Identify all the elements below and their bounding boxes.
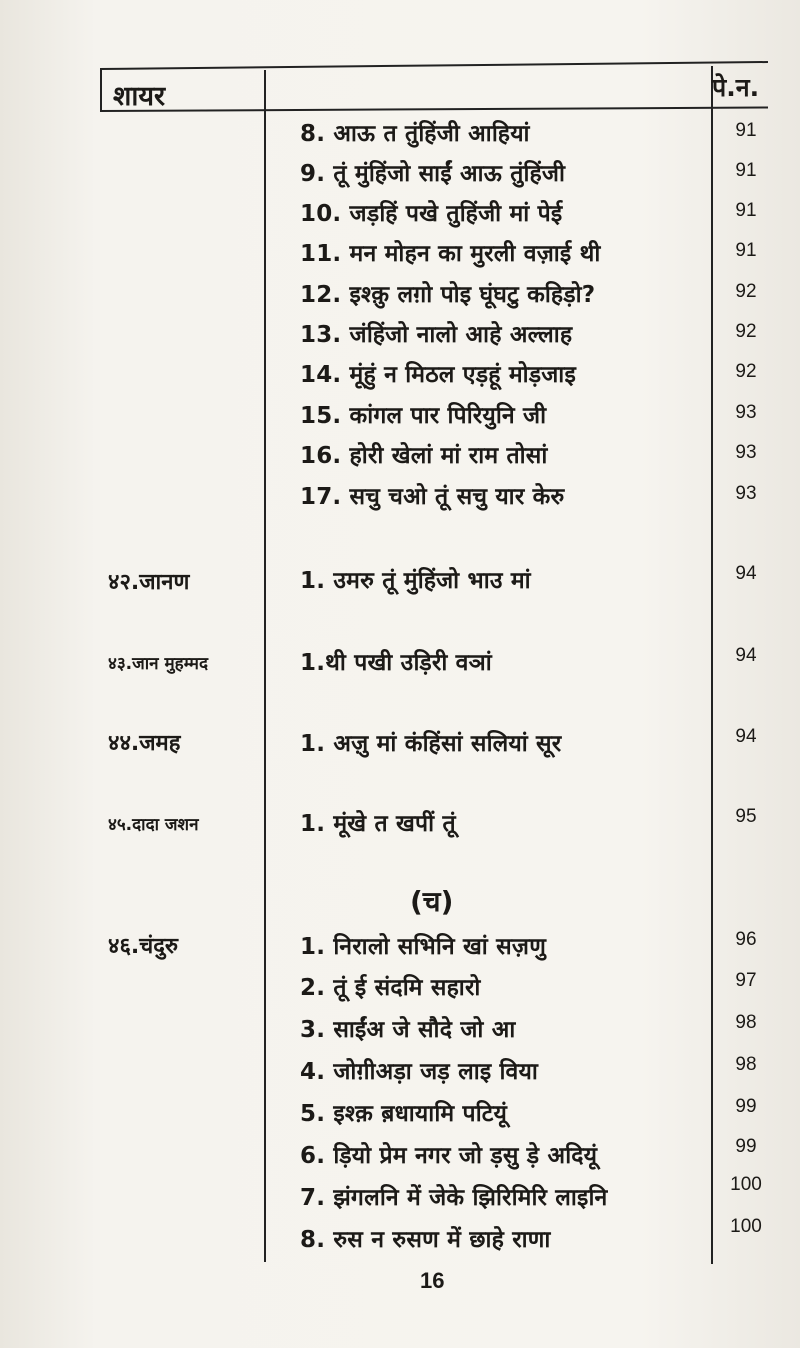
section-heading: (च) [410, 885, 454, 918]
entry-title: 1. अज़ु मां कंहिंसां सलियां सूर [300, 731, 562, 757]
entry-row [0, 236, 800, 276]
entry-title: 13. जंहिंजो नालो आहे अल्लाह [300, 322, 573, 348]
entry-title: 17. सचु चओ तूं सचु यार केरु [300, 484, 565, 510]
entry-row [0, 563, 800, 603]
poet-name: ४४.जमह [108, 731, 181, 756]
entry-page: 99 [735, 1096, 757, 1117]
entry-page: 95 [735, 806, 757, 827]
entry-page: 91 [735, 120, 757, 141]
entry-row [0, 645, 800, 685]
left-frame-line [100, 68, 102, 112]
entry-title: 3. साईंअ जे सौदे जो आ [300, 1017, 516, 1043]
entry-row [0, 1216, 800, 1262]
entry-page: 98 [735, 1012, 757, 1033]
entry-title: 8. आऊ त तुंहिंजी आहियां [300, 121, 530, 147]
entry-page: 91 [735, 200, 757, 221]
entry-row [0, 116, 800, 156]
entry-page: 93 [735, 442, 757, 463]
entry-title: 6. ड़ियो प्रेम नगर जो ड़सु ड़े अदियूं [300, 1143, 598, 1169]
entry-row [0, 1138, 800, 1178]
entry-page: 94 [735, 726, 757, 747]
entry-row [0, 196, 800, 236]
entry-title: 5. इश्क़ ब़धायामि पटियूं [300, 1101, 508, 1127]
entry-title: 8. रुस न रुसण में छाहे राणा [300, 1227, 551, 1253]
entry-row [0, 1174, 800, 1220]
entry-row [0, 970, 800, 1010]
entry-page: 91 [735, 160, 757, 181]
entry-page: 96 [735, 929, 757, 950]
entry-page: 92 [735, 281, 757, 302]
entry-page: 97 [735, 970, 757, 991]
entry-title: 16. होरी खेलां मां राम तोसां [300, 443, 548, 469]
entry-row [0, 438, 800, 478]
entry-title: 7. झंगलनि में जेके झिरिमिरि लाइनि [300, 1185, 608, 1211]
entry-page: 93 [735, 483, 757, 504]
entry-title: 4. जोग़ीअड़ा जड़ लाइ विया [300, 1059, 538, 1085]
entry-title: 10. जड़हिं पखे तुहिंजी मां पेई [300, 201, 563, 227]
entry-title: 15. कांगल पार पिरियुनि जी [300, 403, 547, 429]
entry-row [0, 479, 800, 519]
entry-page: 98 [735, 1054, 757, 1075]
entry-page: 94 [735, 645, 757, 666]
entry-title: 12. इश्क़ु लग़ो पोइ घूंघटु कहिड़ो? [300, 282, 596, 308]
entry-title: 9. तूं मुंहिंजो साईं आऊ तुंहिंजी [300, 161, 566, 187]
entry-title: 11. मन मोहन का मुरली वज़ाई थी [300, 241, 601, 267]
poet-name: ४३.जान मुहम्मद [108, 654, 208, 674]
header-poet: शायर [113, 81, 166, 112]
poet-name: ४६.चंदुरु [108, 934, 179, 959]
entry-title: 14. मूंहुं न मिठल एड़हूं मोड़जाइ [300, 362, 576, 388]
entry-page: 94 [735, 563, 757, 584]
entry-row [0, 357, 800, 397]
entry-title: 1.थी पखी उड़िरी वञां [300, 650, 492, 676]
entry-title: 1. उमरु तूं मुंहिंजो भाउ मां [300, 568, 531, 594]
entry-row [0, 929, 800, 969]
entry-title: 1. मूंखे त खपीं तूं [300, 811, 456, 837]
entry-page: 92 [735, 361, 757, 382]
entry-row [0, 806, 800, 846]
entry-title: 2. तूं ई संदमि सहारो [300, 975, 481, 1001]
entry-title: 1. निरालो सभिनि खां सज़णु [300, 934, 547, 960]
entry-row [0, 398, 800, 438]
entry-row [0, 277, 800, 317]
header-page-number: पे.न. [712, 73, 760, 102]
page-number: 16 [420, 1268, 445, 1293]
entry-page: 93 [735, 402, 757, 423]
entry-page: 100 [730, 1216, 762, 1237]
poet-name: ४५.दादा जशन [108, 815, 199, 835]
entry-row [0, 1054, 800, 1094]
entry-row [0, 156, 800, 196]
entry-row [0, 1012, 800, 1052]
poet-name: ४२.जानण [108, 570, 190, 595]
entry-page: 99 [735, 1136, 757, 1157]
entry-row [0, 1096, 800, 1136]
entry-page: 92 [735, 321, 757, 342]
entry-row [0, 317, 800, 357]
entry-page: 91 [735, 240, 757, 261]
entry-row [0, 726, 800, 766]
entry-page: 100 [730, 1174, 762, 1195]
